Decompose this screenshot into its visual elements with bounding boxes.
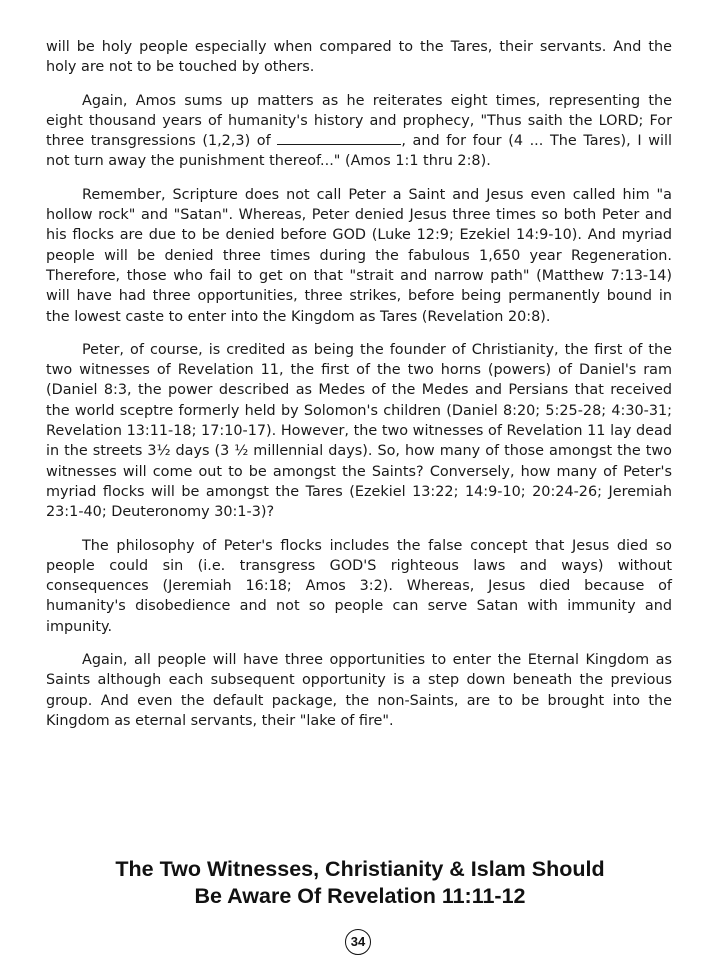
paragraph-3: Remember, Scripture does not call Peter a Saint and Jesus even called him "a hollow rock" and "Satan". Whereas, Peter denied Jesus three times so both Peter and his flocks are due to be denied before GOD (Luke 12:9; Ezekiel 14:9-10). And myriad people will be denied three times during the fabulous 1,650 year Regeneration. Therefore, those who fail to get on that "strait and narrow path" (Matthew 7:13-14) will have had three opportunities, three strikes, before being permanently bound in the lowest caste to enter into the Kingdom as Tares (Revelation 20:8). xyxy=(46,186,672,325)
amos-text-end: , and for four (4 ... The Tares), I will not turn away the punishment thereof..." (Amos 1:1 thru 2:8). xyxy=(46,133,672,170)
page-body xyxy=(46,37,672,744)
paragraph-amos xyxy=(46,91,672,172)
fill-in-blank-line xyxy=(277,131,401,145)
heading-line-2: Be Aware Of Revelation 11:11-12 xyxy=(194,884,526,908)
paragraph-6: Again, all people will have three opportunities to enter the Eternal Kingdom as Saints although each subsequent opportunity is a step down beneath the previous group. And even the default package, the non-Saints, are to be brought into the Kingdom as eternal servants, their "lake of fire". xyxy=(46,652,672,729)
heading-line-1: The Two Witnesses, Christianity & Islam Should xyxy=(115,857,605,881)
amos-text-start: Again, Amos sums up matters as he reiterates eight times, representing the eight thousand years of humanity's history and prophecy, "Thus saith the LORD; For three transgressions (1,2,3) of xyxy=(46,92,672,150)
paragraph-1: will be holy people especially when compared to the Tares, their servants. And the holy are not to be touched by others. xyxy=(46,39,672,76)
paragraph-4: Peter, of course, is credited as being the founder of Christianity, the first of the two witnesses of Revelation 11, the first of the two horns (powers) of Daniel's ram (Daniel 8:3, the power described as Medes of the Medes and Persians that received the world sceptre formerly held by Solomon's children (Daniel 8:20; 5:25-28; 4:30-31; Revelation 13:11-18; 17:10-17). However, the two witnesses of Revelation 11 lay dead in the streets 3½ days (3 ½ millennial days). So, how many of those amongst the two witnesses will come out to be amongst the Saints? Conversely, how many of Peter's myriad flocks will be amongst the Tares (Ezekiel 13:22; 14:9-10; 20:24-26; Jeremiah 23:1-40; Deuteronomy 30:1-3)? xyxy=(46,341,672,521)
page-number: 34 xyxy=(345,929,371,955)
section-heading xyxy=(40,856,680,910)
paragraph-5: The philosophy of Peter's flocks includes the false concept that Jesus died so people could sin (i.e. transgress GOD'S righteous laws and ways) without consequences (Jeremiah 16:18; Amos 3:2). Whereas, Jesus died because of humanity's disobedience and not so people can serve Satan with immunity and impunity. xyxy=(46,537,672,635)
